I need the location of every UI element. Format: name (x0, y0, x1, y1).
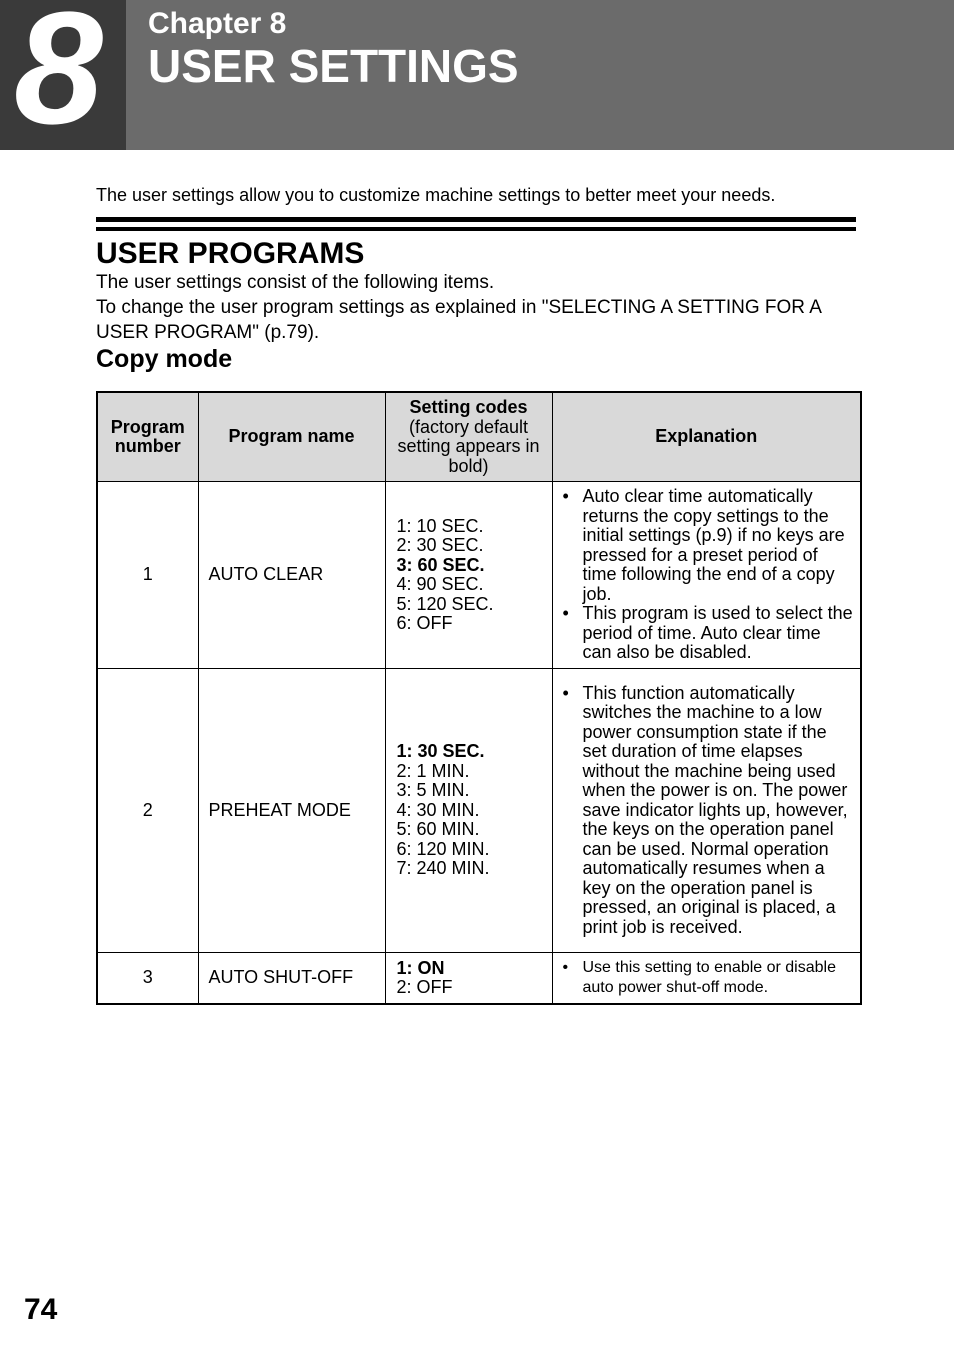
explanation-cell (552, 669, 861, 953)
chapter-digit: 8 (14, 0, 103, 150)
section-divider-thin (96, 227, 856, 231)
setting-code-default: 1: 30 SEC. (396, 741, 485, 762)
chapter-title: USER SETTINGS (148, 40, 519, 92)
table-header-row (97, 392, 861, 482)
chapter-header-banner (126, 0, 954, 150)
chapter-label: Chapter 8 (148, 7, 287, 40)
explanation-cell (552, 953, 861, 1005)
subsection-title: Copy mode (96, 345, 233, 373)
setting-codes-cell (385, 953, 552, 1005)
header-setting-codes-note: (factory default setting appears in bold) (397, 416, 540, 476)
program-name-cell: AUTO CLEAR (198, 482, 385, 669)
setting-code: 2: OFF (396, 977, 453, 997)
table-row (97, 953, 861, 1005)
explanation-bullet: • Auto clear time automatically returns the copy settings to the initial settings (p.9) if no keys are pressed for a preset period of time following the end of a copy job. (563, 487, 855, 604)
header-program-number: Program number (97, 392, 198, 482)
table-row (97, 669, 861, 953)
header-setting-codes (385, 392, 552, 482)
setting-code: 2: 1 MIN. (396, 760, 470, 781)
explanation-cell (552, 482, 861, 669)
setting-code: 4: 30 MIN. (396, 799, 480, 820)
header-program-name: Program name (198, 392, 385, 482)
explanation-bullet: • Use this setting to enable or disable auto power shut-off mode. (563, 958, 855, 998)
header-explanation: Explanation (552, 392, 861, 482)
intro-text: The user settings allow you to customize machine settings to better meet your needs. (96, 185, 776, 205)
section-paragraph-1: The user settings consist of the following items. (96, 272, 495, 293)
setting-code-default: 3: 60 SEC. (396, 554, 485, 575)
setting-code: 4: 90 SEC. (396, 574, 484, 594)
program-name-cell: AUTO SHUT-OFF (198, 953, 385, 1005)
setting-code: 3: 5 MIN. (396, 780, 470, 801)
program-name-cell: PREHEAT MODE (198, 669, 385, 953)
setting-code: 6: 120 MIN. (396, 838, 490, 859)
program-number-cell: 3 (97, 953, 198, 1005)
section-title: USER PROGRAMS (96, 237, 365, 270)
section-paragraph-2: To change the user program settings as explained in "SELECTING A SETTING FOR A USER PROGRAM" (p.79). (96, 297, 821, 343)
setting-codes-cell (385, 669, 552, 953)
chapter-number-block (0, 0, 126, 150)
setting-code: 1: 10 SEC. (396, 515, 484, 536)
page-number: 74 (24, 1293, 58, 1326)
setting-code: 7: 240 MIN. (396, 858, 490, 879)
setting-code: 6: OFF (396, 613, 453, 633)
header-setting-codes-label: Setting codes (409, 397, 528, 417)
section-divider-thick (96, 217, 856, 222)
setting-codes-cell (385, 482, 552, 669)
user-programs-table (96, 391, 862, 1005)
setting-code: 2: 30 SEC. (396, 535, 484, 555)
table-row (97, 482, 861, 669)
explanation-bullet: • This program is used to select the period of time. Auto clear time can also be disabled. (563, 604, 855, 663)
program-number-cell: 2 (97, 669, 198, 953)
program-number-cell: 1 (97, 482, 198, 669)
setting-code-default: 1: ON (396, 957, 445, 978)
setting-code: 5: 60 MIN. (396, 819, 480, 840)
explanation-bullet: • This function automatically switches the machine to a low power consumption state if the set duration of time elapses without the machine being used when the power is on. The power save indicator lights up, however, the keys on the operation panel can be used. Normal operation automatically resumes when a key on the operation panel is pressed, an original is placed, a print job is received. (563, 684, 855, 938)
setting-code: 5: 120 SEC. (396, 593, 494, 614)
